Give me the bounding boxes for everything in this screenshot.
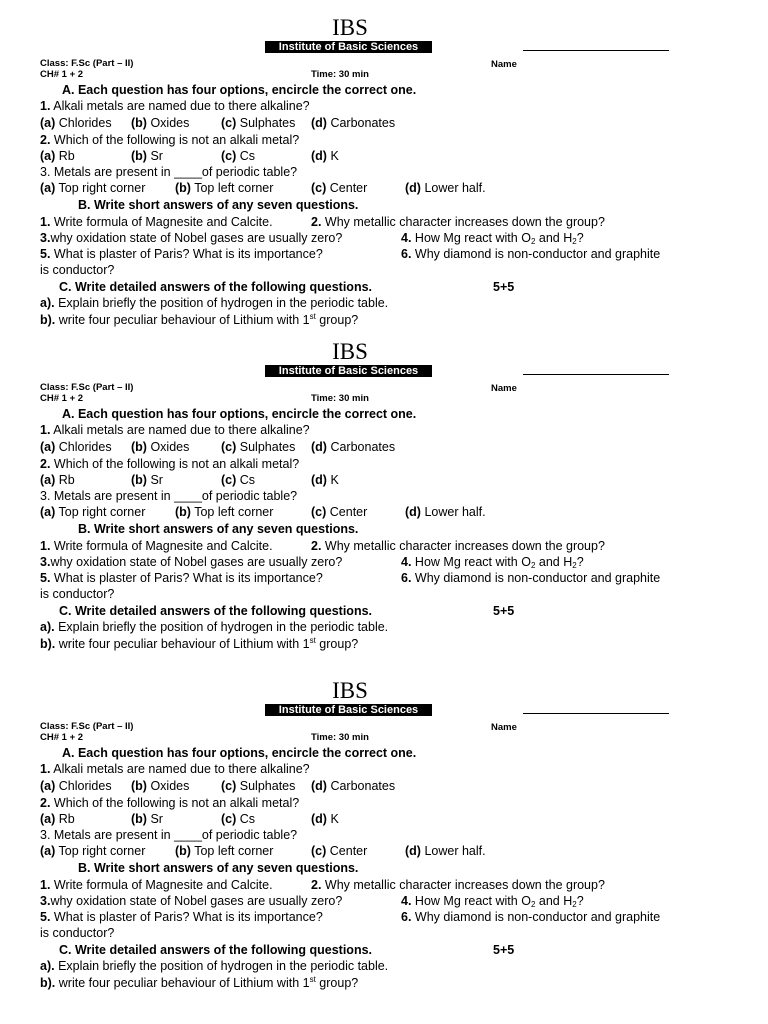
- class-label: Class: F.Sc (Part – II): [40, 721, 134, 732]
- question-a3: 3. Metals are present in ____of periodic table?: [40, 489, 298, 503]
- institute-name: Institute of Basic Sciences: [265, 704, 432, 716]
- option: (c) Center: [311, 844, 368, 858]
- option: (d) Lower half.: [405, 505, 486, 519]
- question-a1: 1. Alkali metals are named due to there alkaline?: [40, 99, 310, 113]
- short-question: 2. Why metallic character increases down the group?: [311, 539, 605, 553]
- option: (a) Rb: [40, 149, 75, 163]
- time-label: Time: 30 min: [311, 69, 369, 80]
- paper-title: IBS: [332, 15, 368, 40]
- option: (c) Cs: [221, 473, 256, 487]
- option: (d) Lower half.: [405, 181, 486, 195]
- option: (d) K: [311, 812, 339, 826]
- option: (b) Top left corner: [175, 505, 274, 519]
- question-paper-2: [0, 339, 768, 659]
- short-question: 2. Why metallic character increases down the group?: [311, 878, 605, 892]
- short-question: 5. What is plaster of Paris? What is its importance?: [40, 247, 323, 261]
- class-label: Class: F.Sc (Part – II): [40, 382, 134, 393]
- option: (d) Carbonates: [311, 116, 396, 130]
- short-question: 5. What is plaster of Paris? What is its importance?: [40, 910, 323, 924]
- option: (b) Sr: [131, 473, 163, 487]
- section-b-heading: B. Write short answers of any seven questions.: [78, 522, 359, 536]
- option: (c) Sulphates: [221, 779, 296, 793]
- option: (a) Rb: [40, 812, 75, 826]
- option: (a) Top right corner: [40, 181, 146, 195]
- short-question-continuation: is conductor?: [40, 926, 115, 940]
- name-blank-line: [523, 50, 669, 51]
- chapters-label: CH# 1 + 2: [40, 393, 84, 404]
- option: (b) Top left corner: [175, 844, 274, 858]
- section-b-heading: B. Write short answers of any seven questions.: [78, 861, 359, 875]
- long-question-b: b). write four peculiar behaviour of Lithium with 1st group?: [40, 636, 359, 651]
- name-label: Name: [491, 59, 517, 70]
- option: (b) Oxides: [131, 779, 190, 793]
- short-question-continuation: is conductor?: [40, 587, 115, 601]
- institute-name: Institute of Basic Sciences: [265, 365, 432, 377]
- section-a-heading: A. Each question has four options, encircle the correct one.: [62, 407, 417, 421]
- section-c-marks: 5+5: [493, 943, 515, 957]
- short-question: 3.why oxidation state of Nobel gases are usually zero?: [40, 555, 343, 569]
- option: (a) Top right corner: [40, 844, 146, 858]
- section-a-heading: A. Each question has four options, encircle the correct one.: [62, 746, 417, 760]
- short-question: 1. Write formula of Magnesite and Calcite.: [40, 539, 273, 553]
- option: (c) Sulphates: [221, 116, 296, 130]
- section-b-heading: B. Write short answers of any seven questions.: [78, 198, 359, 212]
- option: (c) Center: [311, 505, 368, 519]
- name-label: Name: [491, 383, 517, 394]
- question-a2: 2. Which of the following is not an alkali metal?: [40, 457, 300, 471]
- paper-title: IBS: [332, 678, 368, 703]
- short-question: 6. Why diamond is non-conductor and graphite: [401, 910, 661, 924]
- option: (c) Center: [311, 181, 368, 195]
- name-blank-line: [523, 374, 669, 375]
- option: (b) Top left corner: [175, 181, 274, 195]
- institute-name: Institute of Basic Sciences: [265, 41, 432, 53]
- short-question: 3.why oxidation state of Nobel gases are usually zero?: [40, 231, 343, 245]
- time-label: Time: 30 min: [311, 393, 369, 404]
- option: (b) Oxides: [131, 116, 190, 130]
- option: (b) Oxides: [131, 440, 190, 454]
- short-question: 4. How Mg react with $O_2$ and $H_2$?: [401, 231, 584, 246]
- section-c-marks: 5+5: [493, 280, 515, 294]
- option: (c) Cs: [221, 812, 256, 826]
- short-question-continuation: is conductor?: [40, 263, 115, 277]
- name-blank-line: [523, 713, 669, 714]
- option: (b) Sr: [131, 149, 163, 163]
- question-paper-1: [0, 15, 768, 335]
- option: (d) Carbonates: [311, 779, 396, 793]
- short-question: 1. Write formula of Magnesite and Calcite.: [40, 215, 273, 229]
- time-label: Time: 30 min: [311, 732, 369, 743]
- option: (c) Cs: [221, 149, 256, 163]
- name-label: Name: [491, 722, 517, 733]
- short-question: 4. How Mg react with $O_2$ and $H_2$?: [401, 894, 584, 909]
- long-question-a: a). Explain briefly the position of hydrogen in the periodic table.: [40, 296, 389, 310]
- section-c-heading: C. Write detailed answers of the following questions.: [59, 604, 373, 618]
- option: (a) Chlorides: [40, 116, 112, 130]
- question-a2: 2. Which of the following is not an alkali metal?: [40, 133, 300, 147]
- option: (a) Chlorides: [40, 440, 112, 454]
- option: (c) Sulphates: [221, 440, 296, 454]
- short-question: 6. Why diamond is non-conductor and graphite: [401, 571, 661, 585]
- paper-title: IBS: [332, 339, 368, 364]
- option: (d) K: [311, 473, 339, 487]
- option: (a) Chlorides: [40, 779, 112, 793]
- section-a-heading: A. Each question has four options, encircle the correct one.: [62, 83, 417, 97]
- chapters-label: CH# 1 + 2: [40, 69, 84, 80]
- short-question: 3.why oxidation state of Nobel gases are usually zero?: [40, 894, 343, 908]
- short-question: 6. Why diamond is non-conductor and graphite: [401, 247, 661, 261]
- option: (a) Top right corner: [40, 505, 146, 519]
- question-a2: 2. Which of the following is not an alkali metal?: [40, 796, 300, 810]
- option: (a) Rb: [40, 473, 75, 487]
- class-label: Class: F.Sc (Part – II): [40, 58, 134, 69]
- option: (d) Lower half.: [405, 844, 486, 858]
- short-question: 4. How Mg react with $O_2$ and $H_2$?: [401, 555, 584, 570]
- option: (b) Sr: [131, 812, 163, 826]
- option: (d) Carbonates: [311, 440, 396, 454]
- long-question-b: b). write four peculiar behaviour of Lithium with 1st group?: [40, 312, 359, 327]
- question-a1: 1. Alkali metals are named due to there alkaline?: [40, 762, 310, 776]
- question-paper-3: [0, 678, 768, 998]
- short-question: 2. Why metallic character increases down the group?: [311, 215, 605, 229]
- section-c-heading: C. Write detailed answers of the following questions.: [59, 280, 373, 294]
- short-question: 1. Write formula of Magnesite and Calcite.: [40, 878, 273, 892]
- long-question-a: a). Explain briefly the position of hydrogen in the periodic table.: [40, 959, 389, 973]
- chapters-label: CH# 1 + 2: [40, 732, 84, 743]
- long-question-a: a). Explain briefly the position of hydrogen in the periodic table.: [40, 620, 389, 634]
- section-c-heading: C. Write detailed answers of the following questions.: [59, 943, 373, 957]
- question-a1: 1. Alkali metals are named due to there alkaline?: [40, 423, 310, 437]
- question-a3: 3. Metals are present in ____of periodic table?: [40, 165, 298, 179]
- section-c-marks: 5+5: [493, 604, 515, 618]
- question-a3: 3. Metals are present in ____of periodic table?: [40, 828, 298, 842]
- short-question: 5. What is plaster of Paris? What is its importance?: [40, 571, 323, 585]
- long-question-b: b). write four peculiar behaviour of Lithium with 1st group?: [40, 975, 359, 990]
- option: (d) K: [311, 149, 339, 163]
